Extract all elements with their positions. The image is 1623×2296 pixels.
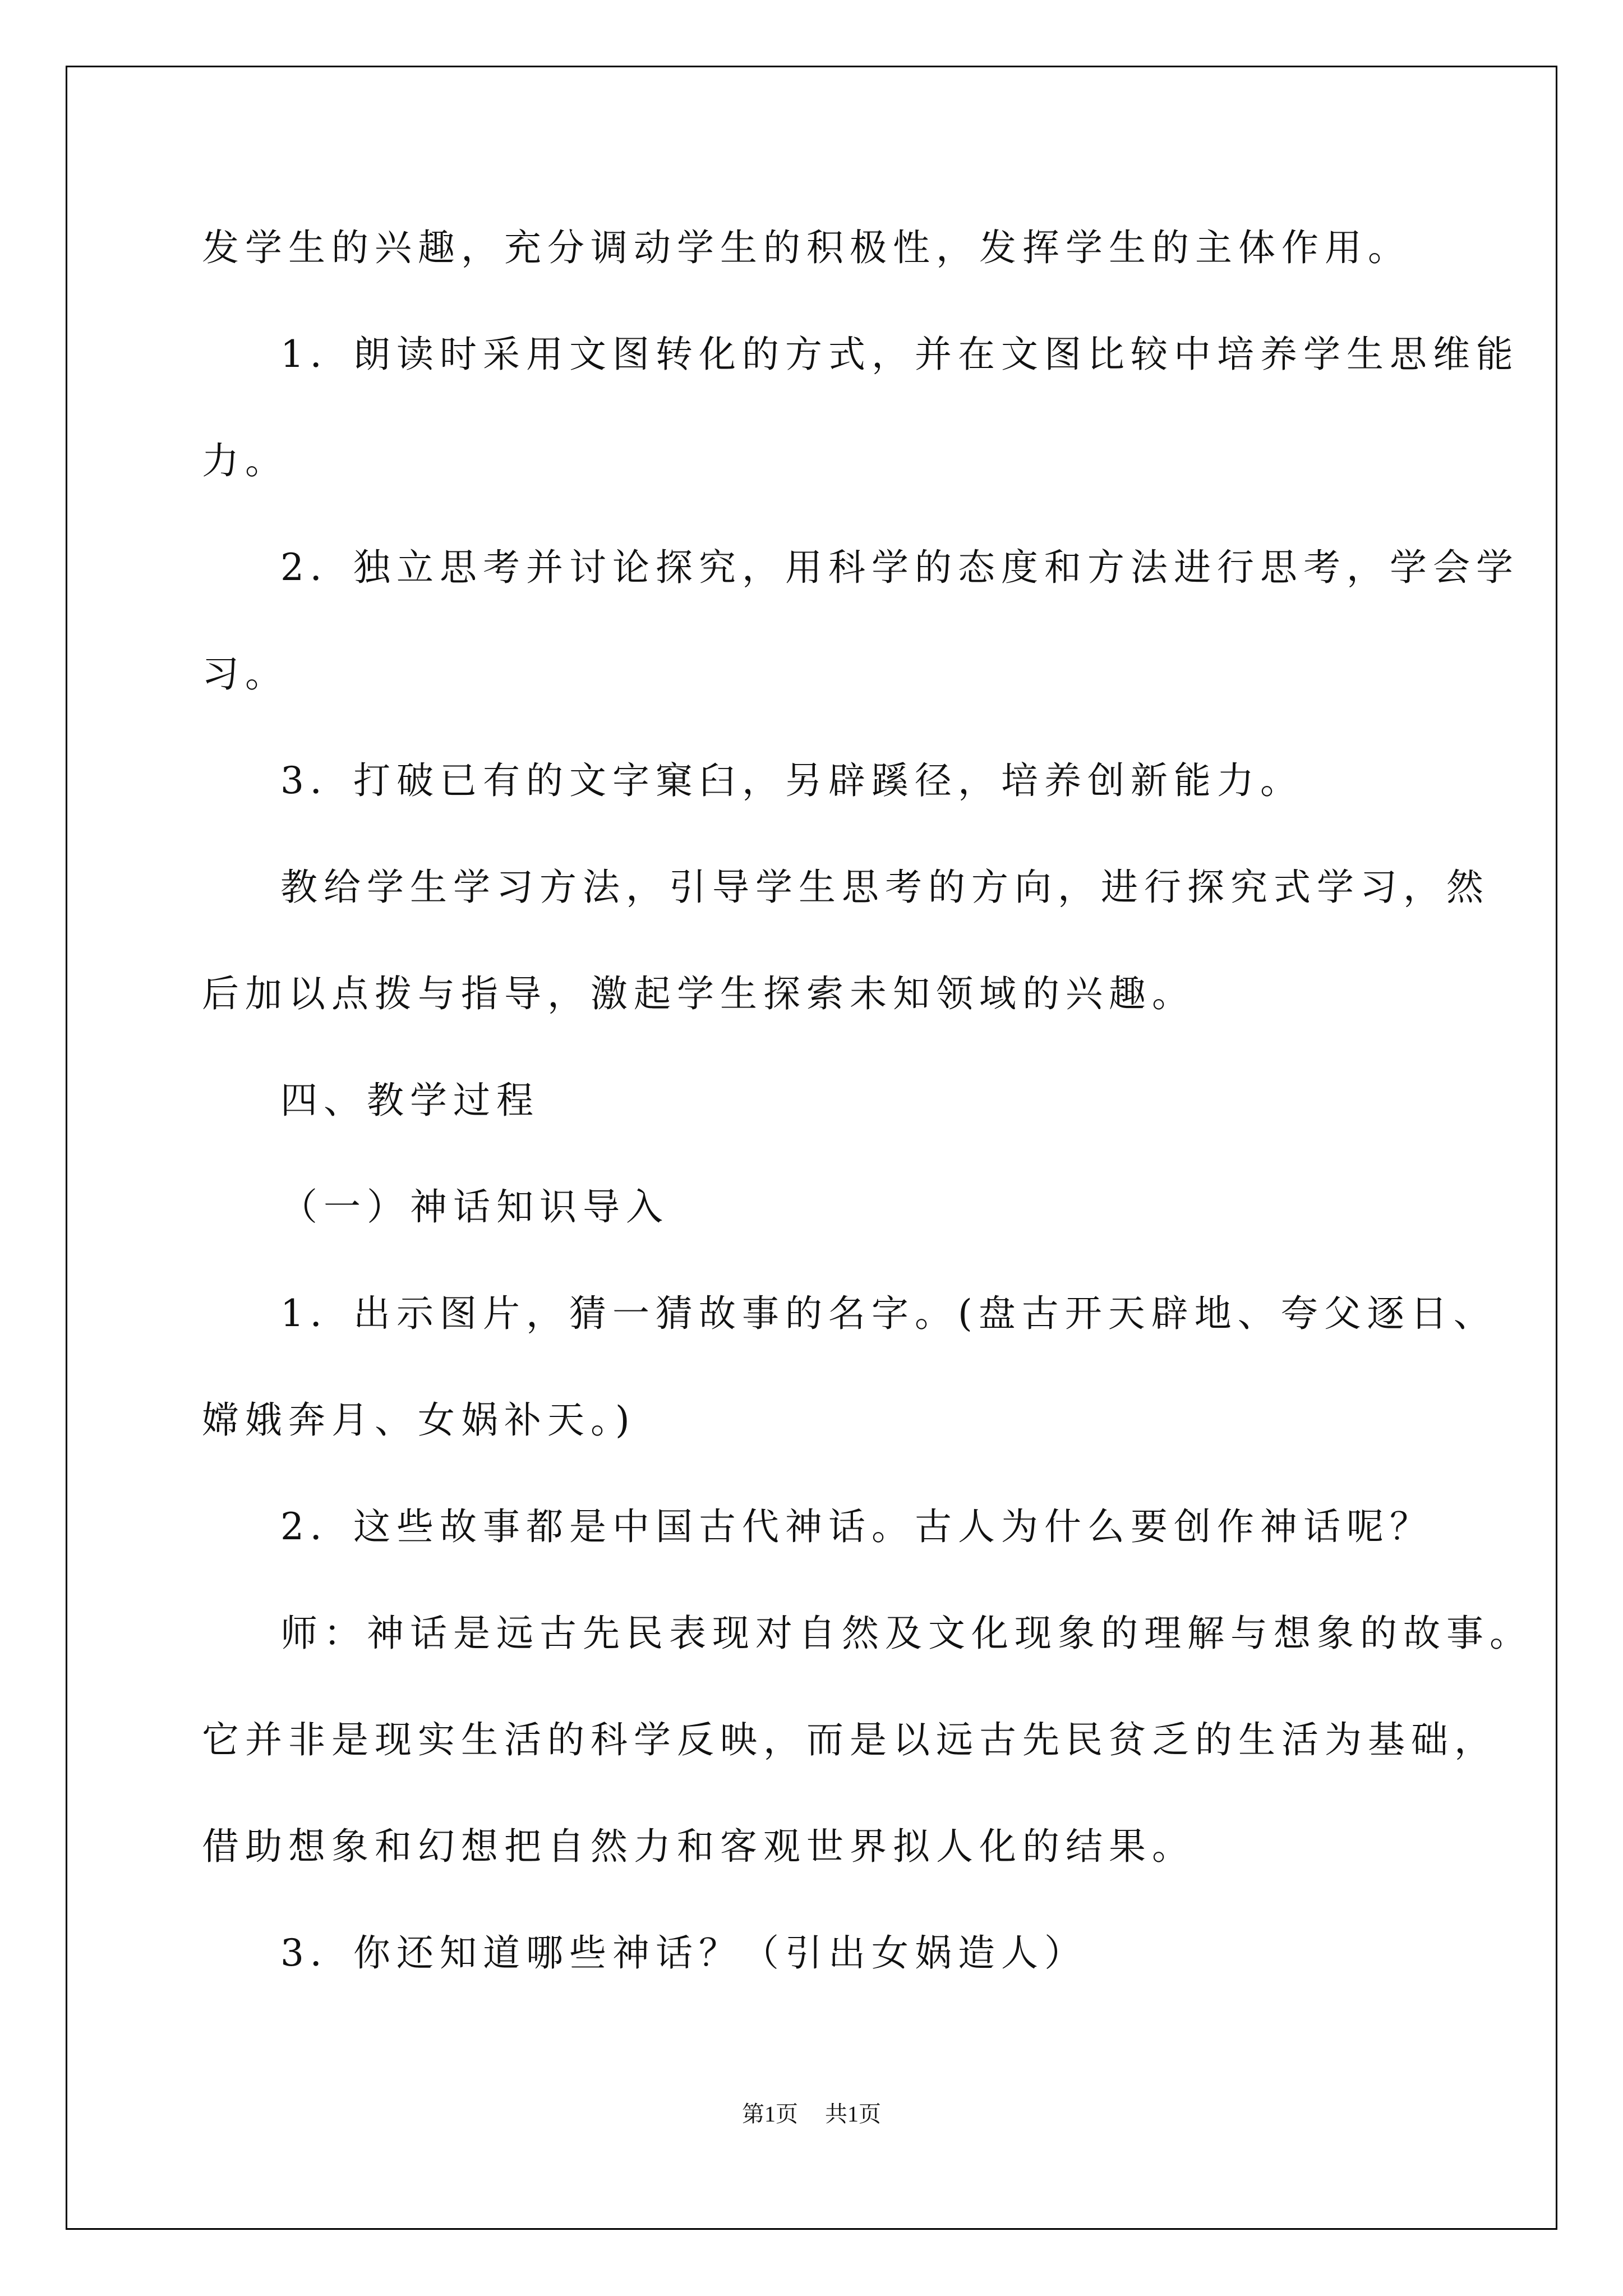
body-line: 1．朗读时采用文图转化的方式，并在文图比较中培养学生思维能 (280, 333, 1519, 376)
page-number: 第1页 (742, 2101, 798, 2127)
section-heading: 四、教学过程 (280, 1079, 540, 1122)
page-footer (0, 2101, 1623, 2128)
subsection-heading: （一）神话知识导入 (280, 1185, 669, 1228)
body-line: 2．独立思考并讨论探究，用科学的态度和方法进行思考，学会学 (280, 546, 1519, 589)
body-line: 力。 (202, 439, 288, 482)
body-line: 3．你还知道哪些神话？（引出女娲造人） (280, 1931, 1087, 1975)
body-line: 它并非是现实生活的科学反映，而是以远古先民贫乏的生活为基础， (202, 1718, 1497, 1761)
body-line: 2．这些故事都是中国古代神话。古人为什么要创作神话呢？ (280, 1505, 1433, 1548)
body-line: 习。 (202, 652, 288, 696)
body-line: 嫦娥奔月、女娲补天。) (202, 1398, 636, 1442)
body-line: 1．出示图片，猜一猜故事的名字。(盘古开天辟地、夸父逐日、 (280, 1292, 1497, 1335)
body-line: 3．打破已有的文字窠臼，另辟蹊径，培养创新能力。 (280, 759, 1303, 802)
body-line: 教给学生学习方法，引导学生思考的方向，进行探究式学习，然 (280, 866, 1490, 909)
page-border (66, 66, 1557, 2230)
body-line: 借助想象和幻想把自然力和客观世界拟人化的结果。 (202, 1825, 1195, 1868)
body-line: 发学生的兴趣，充分调动学生的积极性，发挥学生的主体作用。 (202, 226, 1411, 269)
body-line: 后加以点拨与指导，激起学生探索未知领域的兴趣。 (202, 972, 1195, 1015)
body-line: 师：神话是远古先民表现对自然及文化现象的理解与想象的故事。 (280, 1612, 1533, 1655)
page-total: 共1页 (825, 2101, 881, 2127)
